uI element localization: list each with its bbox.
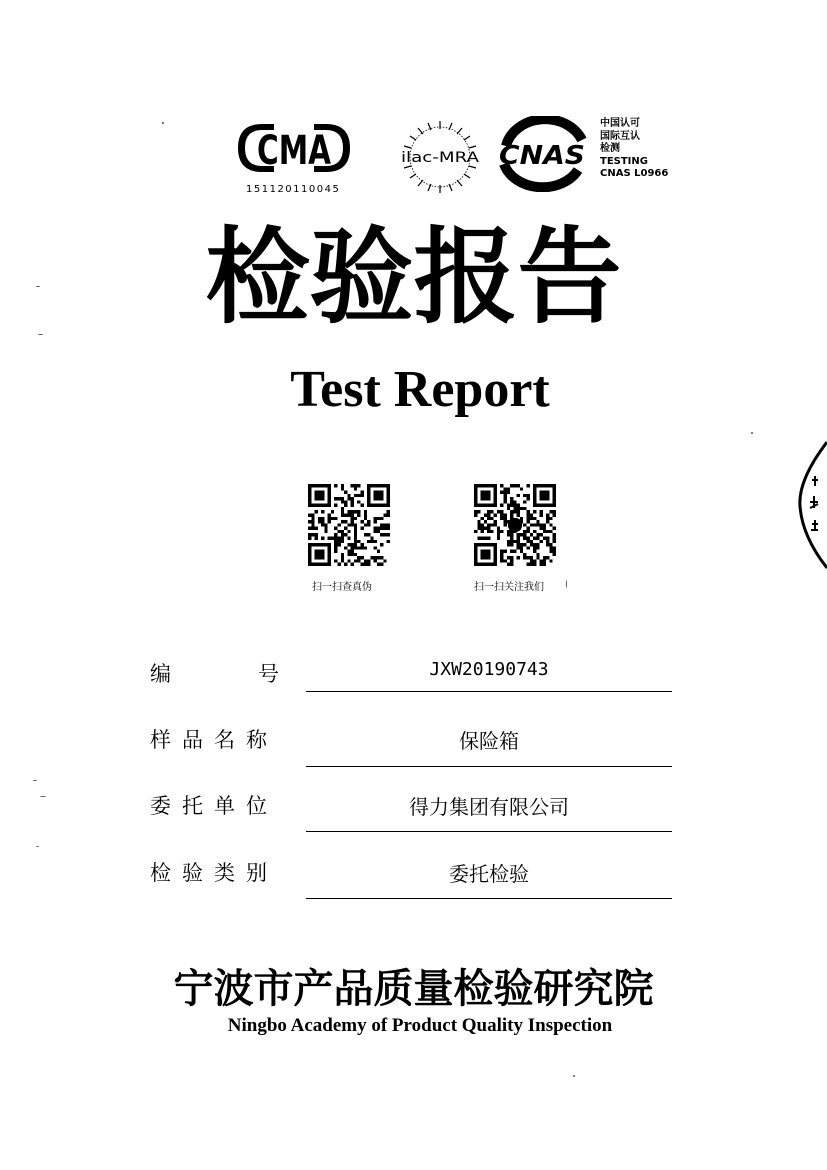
report-title-chinese: 检验报告 [205,215,622,338]
report-title-english: Test Report [290,361,550,418]
client-value: 得力集团有限公司 [409,795,569,819]
svg-text:CNAS: CNAS [499,141,585,171]
cma-certificate-number: 151120110045 [246,184,341,195]
qr-verify-caption: 扫一扫查真伪 [312,582,372,593]
sample-name-label: 样品名称 [150,728,278,752]
cma-logo [234,118,354,178]
scan-speck [566,580,567,588]
ilac-mra-logo [398,118,482,196]
svg-text:ilac-MRA: ilac-MRA [401,150,480,166]
scan-speck [36,286,40,287]
scan-speck [40,796,46,797]
report-number-value: JXW20190743 [429,659,549,680]
test-type-value: 委托检验 [449,862,529,886]
svg-text:CMA: CMA [257,128,332,174]
scan-speck [573,1075,575,1077]
client-underline [306,831,672,832]
sample-name-value: 保险箱 [459,729,519,753]
scan-speck [38,334,43,335]
qr-code-verify[interactable] [308,484,390,566]
qr-code-follow[interactable] [474,484,556,566]
report-number-underline [306,691,672,692]
scan-speck [36,846,39,847]
institution-name-english: Ningbo Academy of Product Quality Inspection [227,1015,613,1036]
sample-name-underline [306,766,672,767]
cnas-accreditation-text: 中国认可 国际互认 检测 TESTING CNAS L0966 [600,118,669,179]
test-type-label: 检验类别 [150,861,278,885]
qr-follow-caption: 扫一扫关注我们 [474,582,544,593]
scan-speck [33,780,37,781]
cnas-logo [492,116,592,192]
seal-fragment [796,440,827,570]
scan-speck [751,432,753,434]
scan-speck [162,122,164,124]
test-type-underline [306,898,672,899]
client-label: 委托单位 [150,794,278,818]
institution-name-chinese: 宁波市产品质量检验研究院 [173,965,654,1012]
